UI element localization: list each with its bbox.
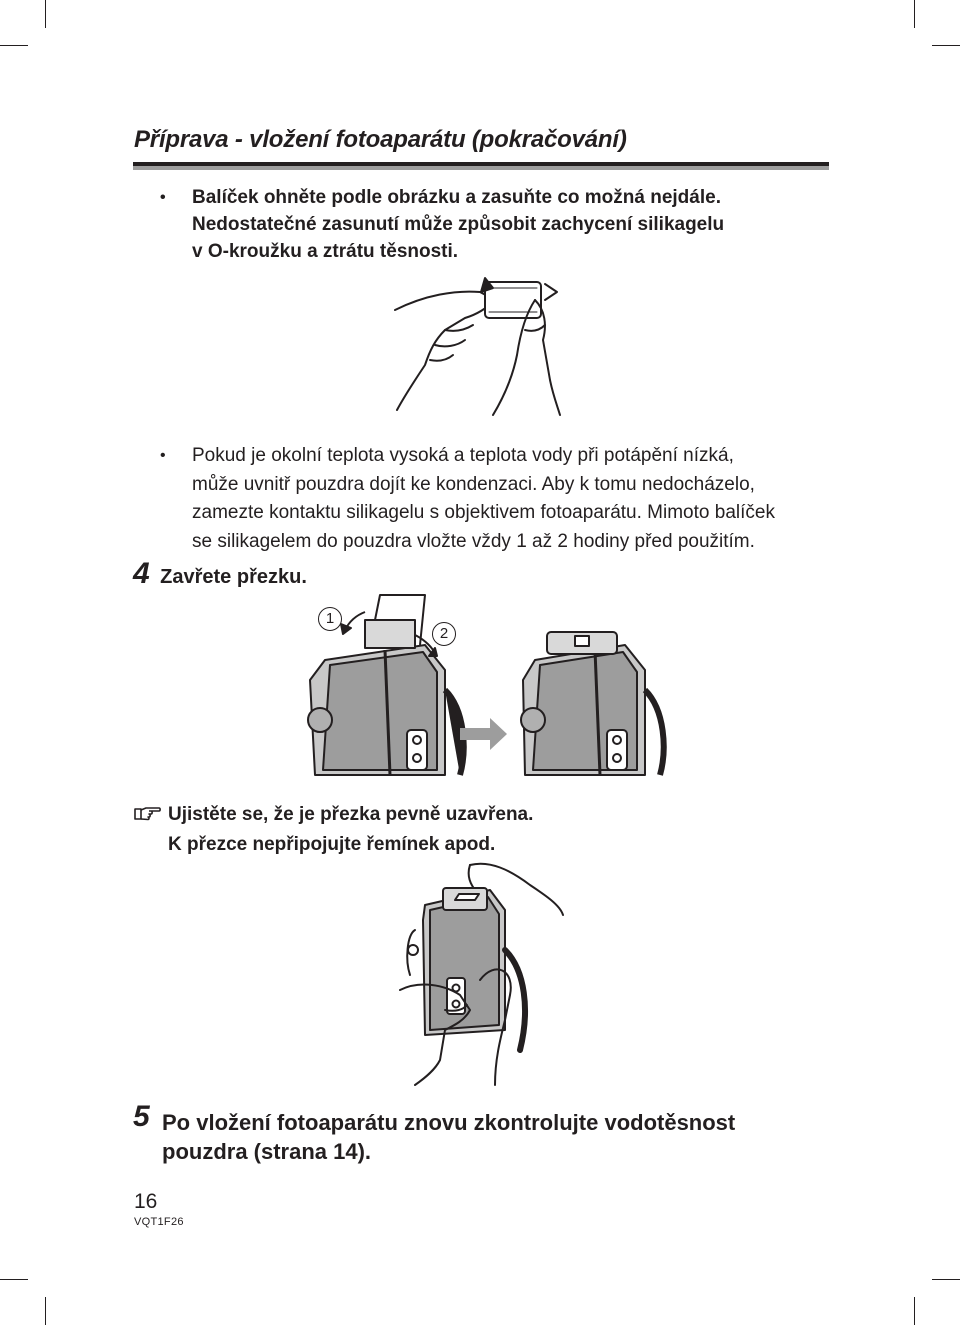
figure-label: 1 [318,607,342,631]
crop-mark [45,0,46,28]
bullet-marker: • [160,189,166,206]
bullet-item [160,184,724,265]
title-rule-shadow [133,166,829,170]
step-heading [133,557,307,591]
crop-mark [0,1279,28,1280]
crop-mark [932,45,960,46]
crop-mark [914,1297,915,1325]
page-title: Příprava - vložení fotoaparátu (pokračování) [134,126,627,153]
bullet-line: Nedostatečné zasunutí může způsobit zachycení silikagelu [192,214,725,235]
crop-mark [914,0,915,28]
document-code: VQT1F26 [134,1216,184,1228]
crop-mark [932,1279,960,1280]
step-text-line: Po vložení fotoaparátu znovu zkontrolujte vodotěsnost [162,1110,736,1135]
step-text-line: pouzdra (strana 14). [162,1139,372,1164]
bullet-line: Pokud je okolní teplota vysoká a teplota vody při potápění nízká, [192,445,734,466]
bullet-line: v O-kroužku a ztrátu těsnosti. [192,241,459,262]
crop-mark [45,1297,46,1325]
figure-label: 2 [432,622,456,646]
hand-pressing-clasp-illustration [395,860,565,1085]
bullet-line: může uvnitř pouzdra dojít ke kondenzaci. Aby k tomu nedocházelo, [192,473,755,495]
step-text: Zavřete přezku. [160,566,307,588]
crop-mark [0,45,28,46]
hands-bending-packet-illustration [385,270,585,420]
closing-clasp-illustration [295,590,675,780]
bullet-marker: • [160,447,166,464]
note-line: Ujistěte se, že je přezka pevně uzavřena. [168,804,534,825]
bullet-line: Balíček ohněte podle obrázku a zasuňte co možná nejdále. [192,187,721,208]
bullet-item [160,442,775,556]
note-line: K přezce nepřipojujte řemínek apod. [168,834,496,855]
page-number: 16 [134,1190,158,1213]
bullet-line: zamezte kontaktu silikagelu s objektivem fotoaparátu. Mimoto balíček [192,502,775,523]
step-number: 5 [133,1100,150,1133]
pointing-hand-icon [133,804,161,822]
bullet-line: se silikagelem do pouzdra vložte vždy 1 až 2 hodiny před použitím. [192,530,755,552]
step-number: 4 [133,557,150,590]
